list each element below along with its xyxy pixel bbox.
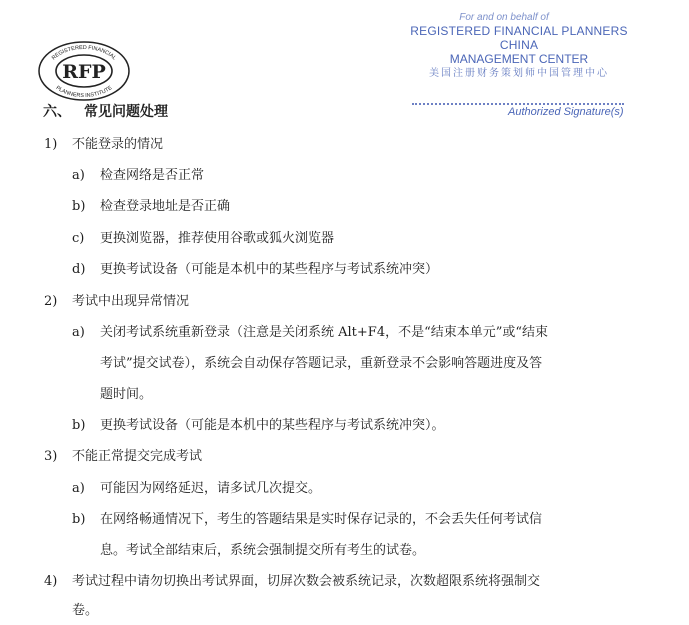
item-text: 不能登录的情况 (72, 137, 164, 152)
item-text: 考试过程中请勿切换出考试界面，切屏次数会被系统记录，次数超限系统将强制交 (72, 574, 541, 589)
section-number: 六、 (43, 104, 71, 120)
item-text-continued: 息。考试全部结束后，系统会强制提交所有考生的试卷。 (100, 543, 426, 558)
item-number: b) (72, 418, 86, 433)
stamp-line-2: REGISTERED FINANCIAL PLANNERS CHINA (410, 24, 628, 52)
item-text: 更换考试设备（可能是本机中的某些程序与考试系统冲突） (100, 262, 439, 277)
item-text: 在网络畅通情况下，考生的答题结果是实时保存记录的，不会丢失任何考试信 (100, 512, 543, 527)
item-number: 1) (44, 137, 58, 152)
item-text: 检查网络是否正常 (100, 168, 205, 183)
item-number: b) (72, 512, 86, 527)
rfp-logo (36, 40, 132, 102)
stamp-line-4: 美国注册财务策划师中国管理中心 (429, 68, 609, 79)
item-text: 更换考试设备（可能是本机中的某些程序与考试系统冲突）。 (100, 418, 445, 433)
stamp-line-1: For and on behalf of (459, 12, 549, 23)
item-text: 关闭考试系统重新登录（注意是关闭系统 Alt+F4，不是“结束本单元”或“结束 (100, 325, 549, 340)
item-text: 检查登录地址是否正确 (100, 199, 231, 214)
item-number: a) (72, 168, 85, 183)
item-number: 2) (44, 294, 58, 309)
item-text: 考试中出现异常情况 (72, 294, 190, 309)
item-text-continued: 题时间。 (100, 387, 153, 402)
section-title: 常见问题处理 (84, 104, 168, 120)
logo-ring-bottom: PLANNERS INSTITUTE (54, 85, 114, 100)
item-text: 更换浏览器，推荐使用谷歌或狐火浏览器 (100, 231, 335, 246)
item-number: a) (72, 481, 85, 496)
signature-line (412, 103, 624, 105)
logo-text: RFP (62, 61, 106, 83)
item-number: c) (72, 231, 85, 246)
company-stamp (400, 12, 638, 81)
logo-ring-top: REGISTERED FINANCIAL (50, 44, 118, 62)
item-number: 3) (44, 449, 58, 464)
item-number: b) (72, 199, 86, 214)
item-number: d) (72, 262, 86, 277)
item-text: 不能正常提交完成考试 (72, 449, 203, 464)
item-number: a) (72, 325, 85, 340)
stamp-line-3: MANAGEMENT CENTER (449, 52, 589, 66)
item-text-continued: 考试”提交试卷），系统会自动保存答题记录，重新登录不会影响答题进度及答 (100, 356, 543, 371)
item-number: 4) (44, 574, 58, 589)
item-text-continued: 卷。 (72, 603, 99, 618)
authorized-signature: Authorized Signature(s) (508, 106, 624, 118)
item-text: 可能因为网络延迟，请多试几次提交。 (100, 481, 322, 496)
